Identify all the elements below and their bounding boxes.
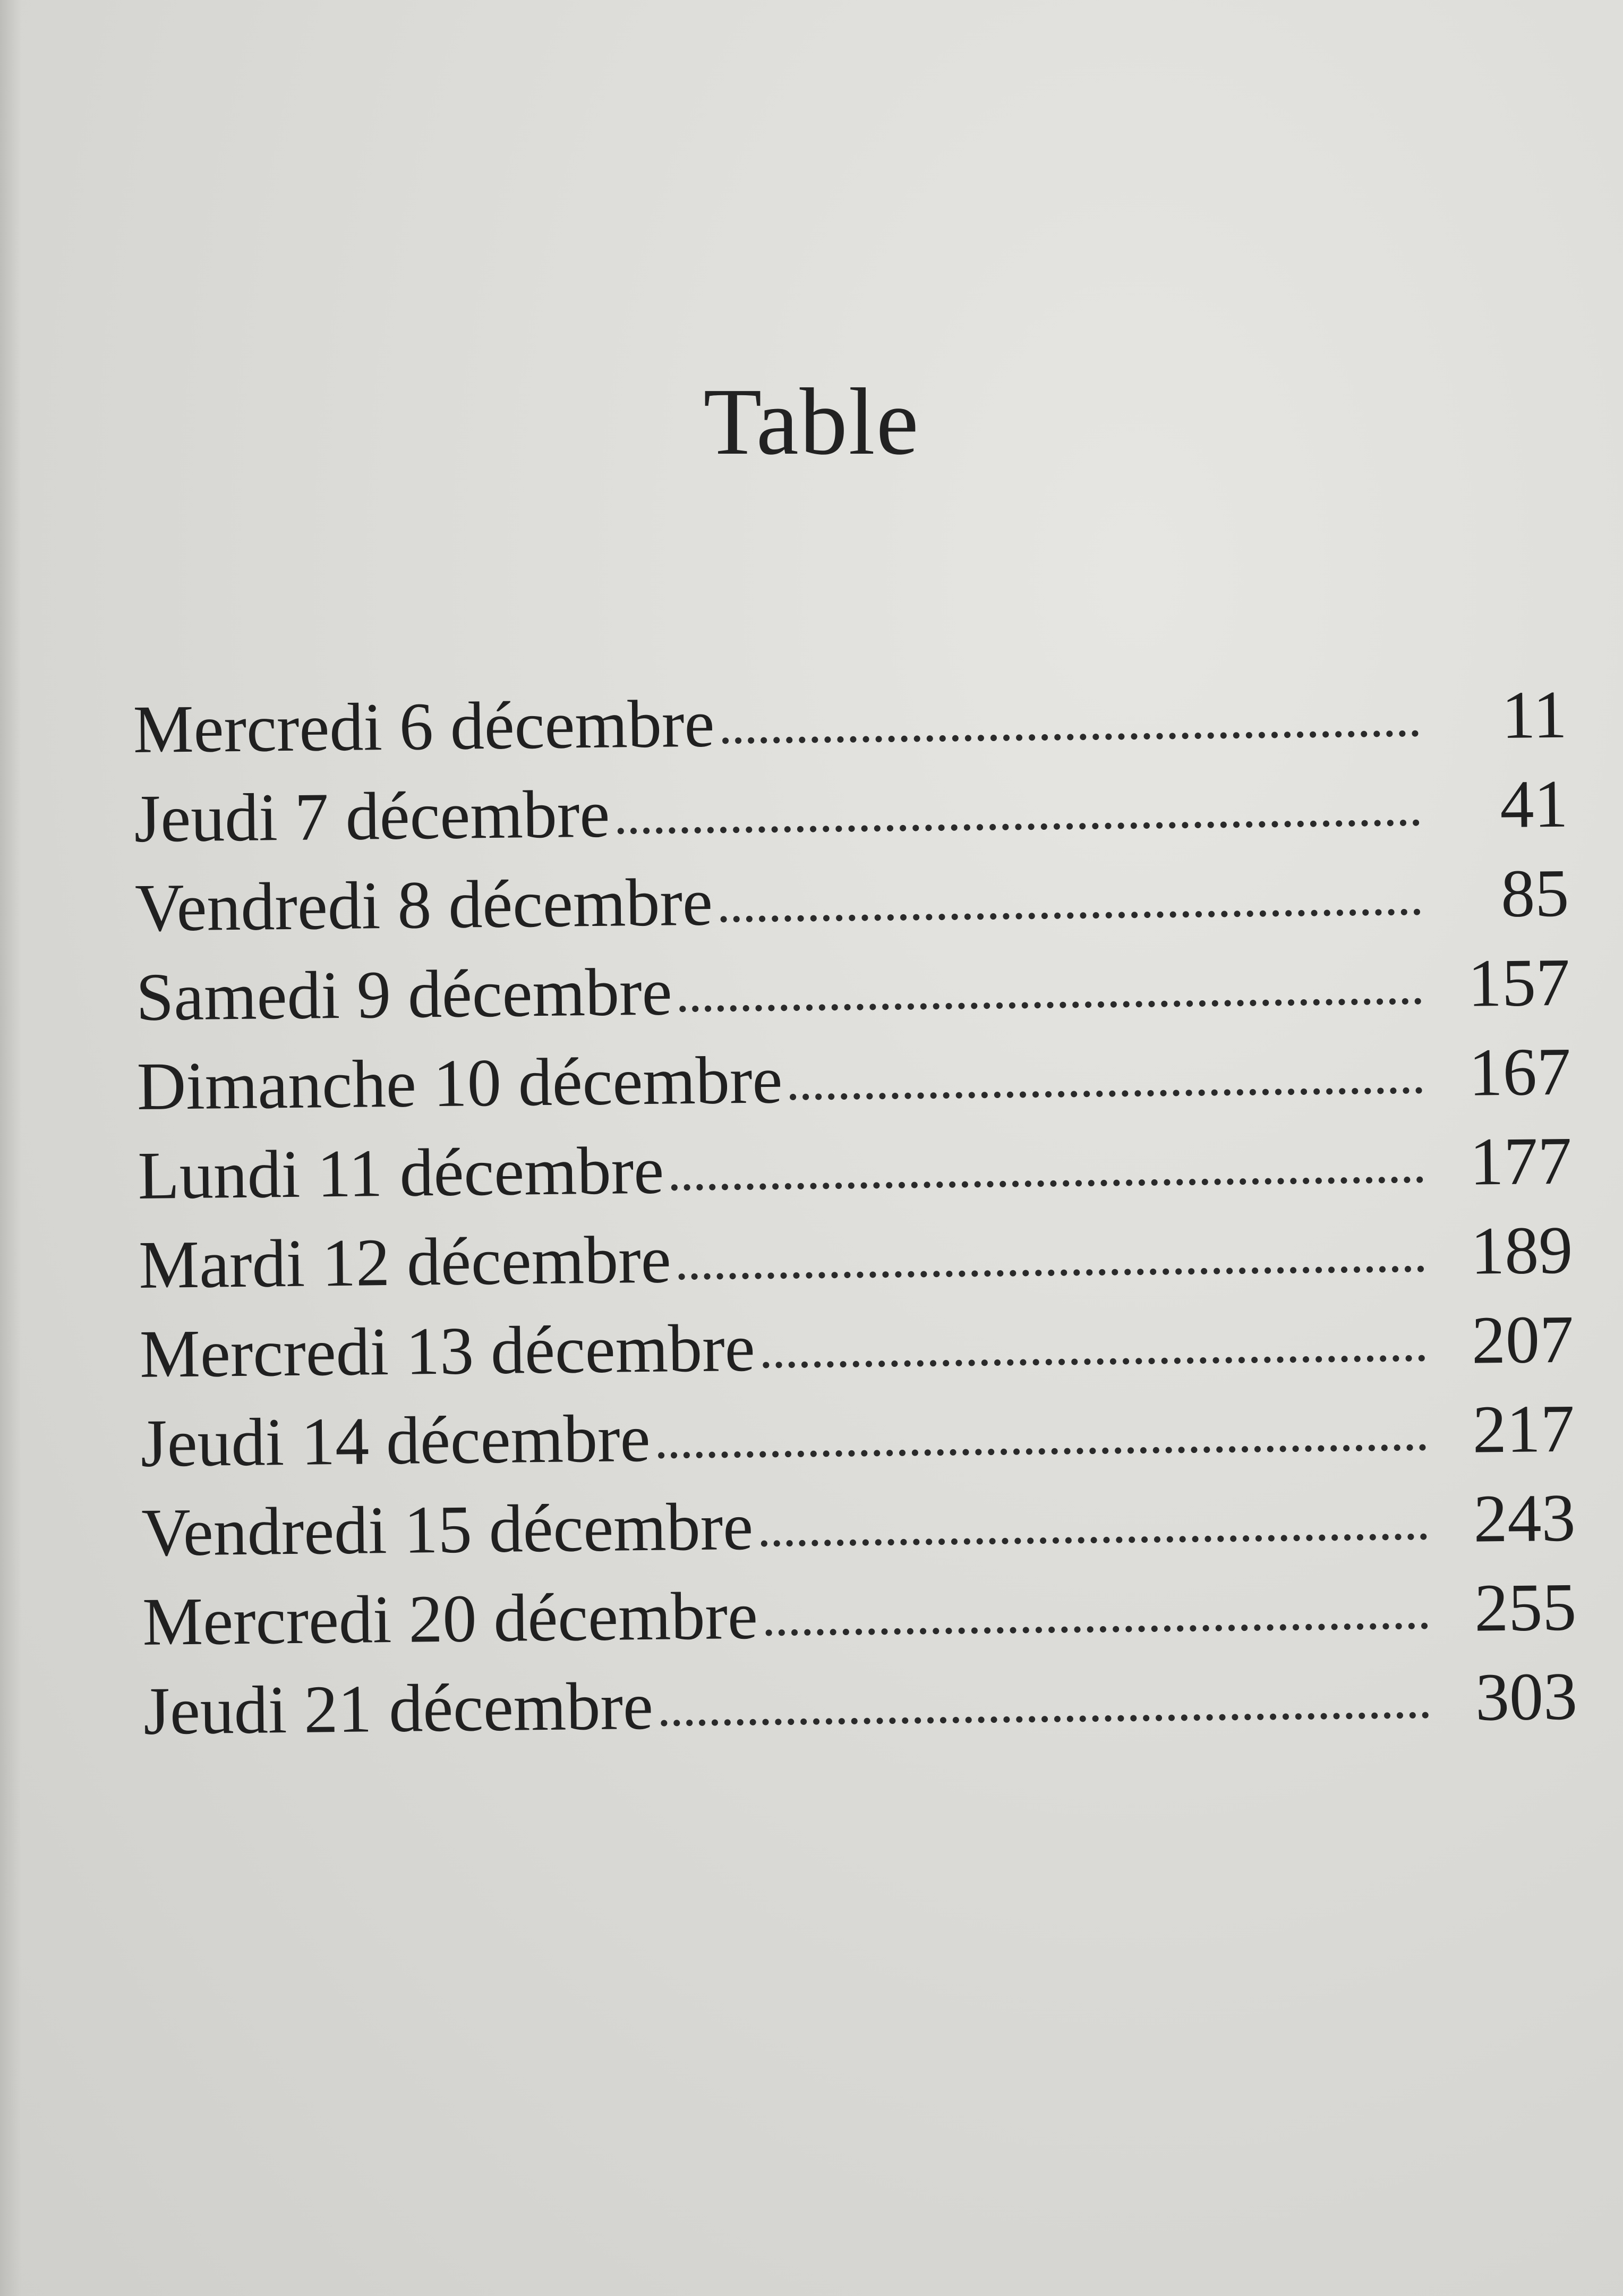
toc-entry-page: 303 [1475, 1658, 1578, 1735]
dot-leader [763, 1355, 1425, 1368]
toc-entry [139, 1211, 1574, 1315]
page-edge-shadow [0, 0, 21, 2296]
dot-leader [679, 1266, 1424, 1280]
page-title: Table [703, 369, 920, 474]
toc-entry-label: Mercredi 13 décembre [139, 1309, 756, 1392]
dot-leader [680, 998, 1422, 1013]
toc-entry-page: 167 [1468, 1033, 1571, 1110]
toc-entry [140, 1390, 1575, 1494]
toc-entry-label: Vendredi 8 décembre [134, 864, 713, 946]
toc-entry [141, 1479, 1576, 1583]
dot-leader [658, 1444, 1426, 1459]
toc-entry-page: 157 [1467, 944, 1570, 1021]
dot-leader [790, 1087, 1422, 1100]
toc-entry-label: Mercredi 20 décembre [142, 1577, 758, 1660]
toc-entry-page: 41 [1499, 766, 1569, 843]
toc-entry-page: 189 [1470, 1212, 1573, 1289]
toc-entry-page: 255 [1474, 1569, 1577, 1646]
toc-entry [139, 1300, 1574, 1405]
toc-entry-label: Mercredi 6 décembre [133, 685, 715, 767]
dot-leader [761, 1534, 1427, 1547]
toc-entry-label: Lundi 11 décembre [137, 1132, 664, 1213]
dot-leader [765, 1623, 1428, 1636]
toc-entry-label: Samedi 9 décembre [135, 954, 673, 1035]
dot-leader [720, 909, 1421, 923]
toc-entry-label: Vendredi 15 décembre [141, 1488, 754, 1570]
toc-entry-page: 243 [1473, 1479, 1576, 1557]
toc-entry-page: 207 [1471, 1301, 1574, 1378]
toc-entry-page: 217 [1472, 1390, 1575, 1467]
toc-entry-label: Jeudi 21 décembre [143, 1668, 654, 1749]
toc-entry-label: Dimanche 10 décembre [136, 1042, 783, 1124]
toc-entry [143, 1657, 1578, 1762]
dot-leader [617, 820, 1419, 835]
toc-entry [136, 1033, 1571, 1137]
toc-entry [135, 854, 1570, 958]
toc-entry [138, 1122, 1573, 1226]
toc-entry-label: Jeudi 7 décembre [133, 776, 610, 856]
toc-entry-page: 85 [1500, 855, 1569, 932]
toc-entry [135, 943, 1570, 1048]
toc-entry-label: Mardi 12 décembre [138, 1221, 672, 1303]
toc-entry-page: 11 [1501, 676, 1568, 753]
dot-leader [661, 1712, 1429, 1727]
dot-leader [722, 730, 1419, 744]
toc-entry [134, 765, 1569, 869]
toc-entry [133, 676, 1568, 780]
dot-leader [671, 1177, 1423, 1191]
toc-entry [142, 1568, 1577, 1672]
toc-entry-label: Jeudi 14 décembre [140, 1400, 651, 1481]
table-of-contents [133, 676, 1578, 1762]
toc-entry-page: 177 [1469, 1123, 1573, 1200]
